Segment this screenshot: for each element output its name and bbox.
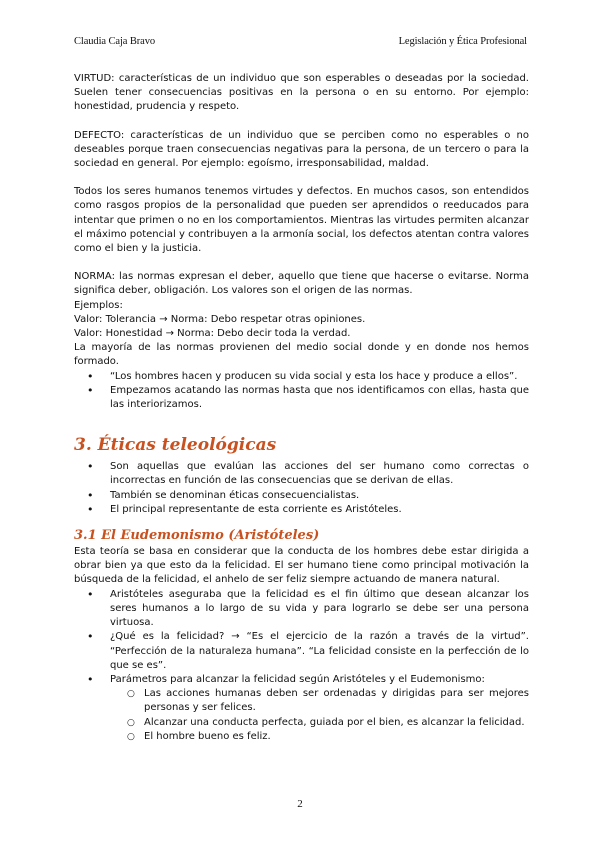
sub-list-item: ○ Las acciones humanas deben ser ordenadas y dirigidas para ser mejores personas y ser felices.: [74, 687, 529, 715]
paragraph-todos: Todos los seres humanos tenemos virtudes y defectos. En muchos casos, son entendidos como rasgos propios de la personalidad que pueden ser aprendidos o reeducados para intentar que primen o no en los comportamientos. Mientras las virtudes permiten alcanzar el máximo potencial y contribuyen a la armonía social, los defectos atentan contra valores como el bien y la justicia.: [74, 186, 529, 255]
paragraph-defecto: DEFECTO: características de un individuo que se perciben como no esperables o no deseables porque traen consecuencias negativas para la persona, de un tercero o para la sociedad en general. Por ejemplo: egoísmo, irresponsabilidad, maldad.: [74, 129, 529, 170]
paragraph-eudemonismo: Esta teoría se basa en considerar que la conducta de los hombres debe estar dirigida a obrar bien ya que esto da la felicidad. El ser humano tiene como principal motivación la búsqueda de la felicidad, el anhelo de ser feliz siempre actuando de manera natural.: [74, 546, 529, 586]
list-item: • Empezamos acatando las normas hasta que nos identificamos con ellas, hasta que las interiorizamos.: [74, 384, 529, 412]
sub-list-item: ○ Alcanzar una conducta perfecta, guiada por el bien, es alcanzar la felicidad.: [74, 716, 529, 730]
list-item: • Parámetros para alcanzar la felicidad según Aristóteles y el Eudemonismo:: [74, 673, 529, 687]
section-3-bullet-list: [74, 460, 529, 517]
sub-list-item: ○ El hombre bueno es feliz.: [74, 730, 529, 744]
paragraph-ejemplo-2: Valor: Honestidad → Norma: Debo decir toda la verdad.: [74, 328, 351, 340]
section-3-1-bullet-list: [74, 588, 529, 744]
paragraph-ejemplo-1: Valor: Tolerancia → Norma: Debo respetar otras opiniones.: [74, 313, 366, 325]
paragraph-norma: NORMA: las normas expresan el deber, aquello que tiene que hacerse o evitarse. Norma significa deber, obligación. Los valores son el origen de las normas.: [74, 271, 529, 297]
section-3-1-heading: 3.1 El Eudemonismo (Aristóteles): [74, 528, 320, 544]
page-number: 2: [297, 798, 303, 810]
list-item: • Son aquellas que evalúan las acciones del ser humano como correctas o incorrectas en función de las consecuencias que se derivan de ellas.: [74, 460, 529, 488]
norma-bullet-list: [74, 370, 529, 413]
header-course: Legislación y Ética Profesional: [398, 36, 527, 47]
paragraph-virtud: VIRTUD: características de un individuo que son esperables o deseadas por la sociedad. Suelen tener consecuencias positivas en la persona o en su entorno. Por ejemplo: honestidad, prudencia y respeto.: [74, 73, 529, 113]
list-item: • “Los hombres hacen y producen su vida social y esta los hace y produce a ellos”.: [74, 370, 529, 384]
list-item: • El principal representante de esta corriente es Aristóteles.: [74, 503, 529, 517]
list-item: • También se denominan éticas consecuencialistas.: [74, 489, 529, 503]
header-author: Claudia Caja Bravo: [74, 36, 156, 47]
list-item: • ¿Qué es la felicidad? → “Es el ejercicio de la razón a través de la virtud”. “Perfección de la naturaleza humana”. “La felicidad consiste en la perfección de lo que se es”.: [74, 630, 529, 673]
list-item: • Aristóteles aseguraba que la felicidad es el fin último que desean alcanzar los seres humanos a lo largo de su vida y para lograrlo se debe ser una persona virtuosa.: [74, 588, 529, 631]
paragraph-mayoria: La mayoría de las normas provienen del medio social donde y en donde nos hemos formado.: [74, 342, 529, 368]
body-text: [74, 72, 529, 744]
section-3-heading: 3. Éticas teleológicas: [74, 435, 277, 456]
paragraph-ejemplos: Ejemplos:: [74, 299, 123, 311]
